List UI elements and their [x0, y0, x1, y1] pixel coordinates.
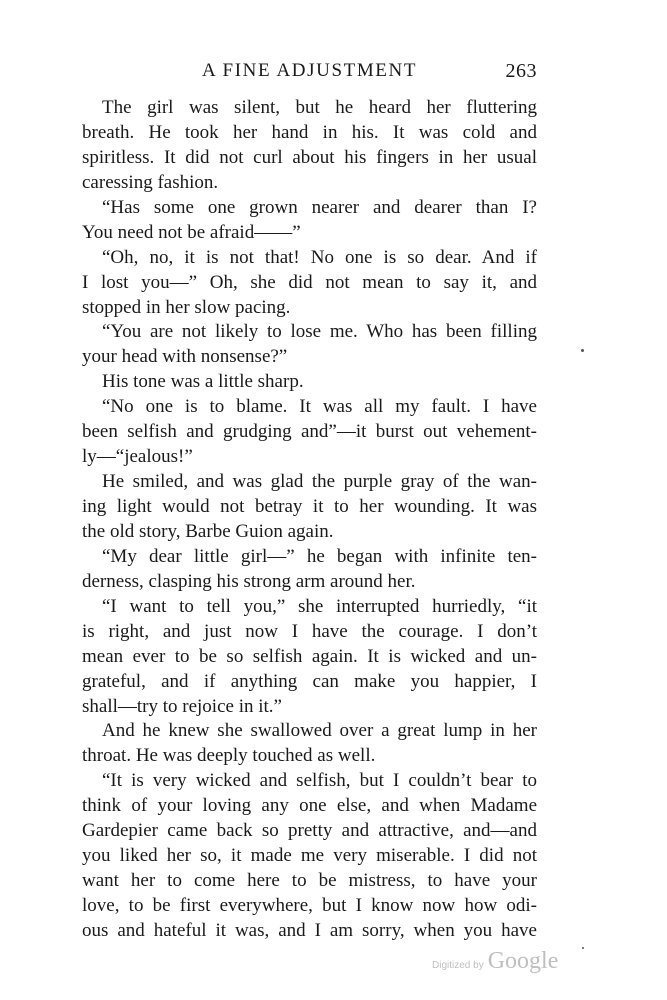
text-line: And he knew she swallowed over a great lump in her: [102, 720, 537, 742]
running-head: [82, 57, 537, 85]
text-line: Gardepier came back so pretty and attractive, and—and: [82, 820, 537, 842]
text-line: “No one is to blame. It was all my fault. I have: [102, 396, 537, 418]
text-line: breath. He took her hand in his. It was cold and: [82, 121, 537, 143]
text-line: The girl was silent, but he heard her fluttering: [102, 97, 537, 118]
text-line: caressing fashion.: [82, 171, 219, 193]
print-speck: [581, 349, 584, 352]
text-line: I lost you—” Oh, she did not mean to say it, and: [82, 271, 537, 293]
text-line: ing light would not betray it to her wounding. It was: [82, 496, 537, 517]
body-text: [82, 96, 537, 944]
text-line: is right, and just now I have the courage. I don’t: [82, 620, 537, 642]
text-line: want her to come here to be mistress, to have your: [82, 870, 537, 892]
page-number: 263: [505, 60, 537, 82]
text-line: “Has some one grown nearer and dearer than I?: [102, 196, 537, 218]
text-line: He smiled, and was glad the purple gray of the wan-: [102, 471, 537, 493]
text-line: “I want to tell you,” she interrupted hurriedly, “it: [102, 595, 537, 617]
text-line: “You are not likely to lose me. Who has been filling: [102, 321, 537, 343]
digitized-watermark: [432, 948, 558, 978]
text-line: spiritless. It did not curl about his fingers in her usual: [82, 146, 537, 168]
running-title: A FINE ADJUSTMENT: [201, 60, 418, 81]
text-line: love, to be first everywhere, but I know now how odi-: [82, 895, 537, 916]
text-line: mean ever to be so selfish again. It is wicked and un-: [82, 645, 537, 667]
text-line: you liked her so, it made me very miserable. I did not: [82, 845, 537, 867]
text-line: derness, clasping his strong arm around her.: [82, 570, 416, 592]
digitized-label: Digitized by: [432, 960, 484, 971]
text-line: “My dear little girl—” he began with infinite ten-: [102, 545, 537, 567]
text-line: stopped in her slow pacing.: [82, 296, 291, 318]
print-speck: [582, 947, 584, 949]
text-line: ous and hateful it was, and I am sorry, when you have: [82, 919, 537, 941]
text-line: His tone was a little sharp.: [102, 371, 304, 393]
text-line: been selfish and grudging and”—it burst out vehement-: [82, 421, 537, 443]
text-line: You need not be afraid——”: [82, 221, 301, 243]
text-line: shall—try to rejoice in it.”: [82, 695, 282, 717]
text-line: think of your loving any one else, and when Madame: [82, 795, 537, 817]
text-line: “Oh, no, it is not that! No one is so dear. And if: [102, 246, 537, 268]
text-line: throat. He was deeply touched as well.: [82, 745, 376, 767]
google-logo: Google: [487, 948, 559, 974]
text-line: the old story, Barbe Guion again.: [82, 520, 334, 542]
text-line: “It is very wicked and selfish, but I couldn’t bear to: [102, 770, 537, 792]
text-line: ly—“jealous!”: [82, 446, 193, 468]
text-line: your head with nonsense?”: [82, 346, 288, 368]
text-line: grateful, and if anything can make you happier, I: [82, 670, 537, 692]
